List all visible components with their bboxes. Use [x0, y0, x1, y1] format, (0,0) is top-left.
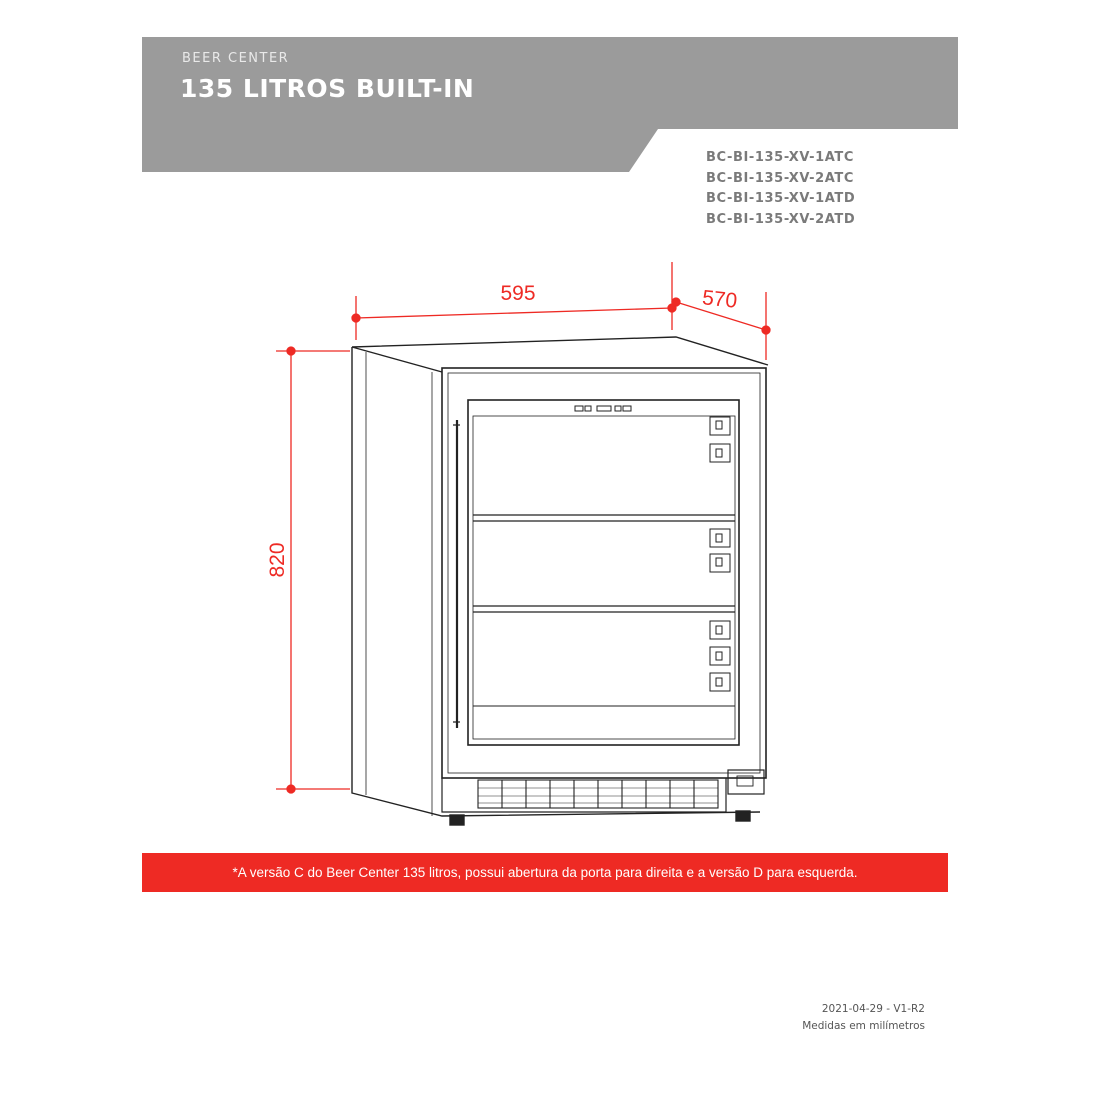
note-text: *A versão C do Beer Center 135 litros, possui abertura da porta para direita e a versão D para esquerda.: [232, 865, 858, 880]
width-dimension-line: [356, 308, 672, 318]
footer: [802, 1001, 925, 1035]
shelf-rails: [710, 417, 730, 691]
model-code: BC-BI-135-XV-1ATD: [706, 191, 856, 206]
width-label: 595: [500, 282, 536, 305]
depth-label: 570: [701, 286, 739, 313]
shelf: [473, 515, 735, 521]
vent-grille: [478, 780, 718, 808]
height-endpoint: [287, 785, 295, 793]
door-frame-inner: [448, 373, 760, 773]
units-note: Medidas em milímetros: [802, 1020, 925, 1032]
control-panel: [575, 406, 631, 411]
width-endpoint: [352, 314, 360, 322]
depth-endpoint: [672, 298, 680, 306]
shelf: [473, 606, 735, 612]
glass-panel: [468, 400, 739, 745]
note-banner: [142, 853, 948, 892]
cabinet-top-back-edge: [352, 337, 768, 365]
model-code: BC-BI-135-XV-1ATC: [706, 150, 854, 165]
height-label: 820: [266, 542, 289, 578]
height-endpoint: [287, 347, 295, 355]
foot: [450, 815, 464, 825]
page-title: 135 LITROS BUILT-IN: [180, 74, 475, 103]
lock-housing: [728, 770, 764, 794]
model-code: BC-BI-135-XV-2ATD: [706, 211, 856, 227]
foot: [736, 811, 750, 821]
depth-endpoint: [762, 326, 770, 334]
model-code: BC-BI-135-XV-2ATC: [706, 170, 854, 186]
header-subtitle: BEER CENTER: [182, 51, 290, 66]
appliance-drawing: [352, 337, 768, 825]
version-date: 2021-04-29 - V1-R2: [821, 1003, 925, 1015]
glass-panel-inner: [473, 416, 735, 739]
cabinet-top-front-edge: [352, 347, 442, 372]
base-kick-plate: [442, 778, 726, 812]
